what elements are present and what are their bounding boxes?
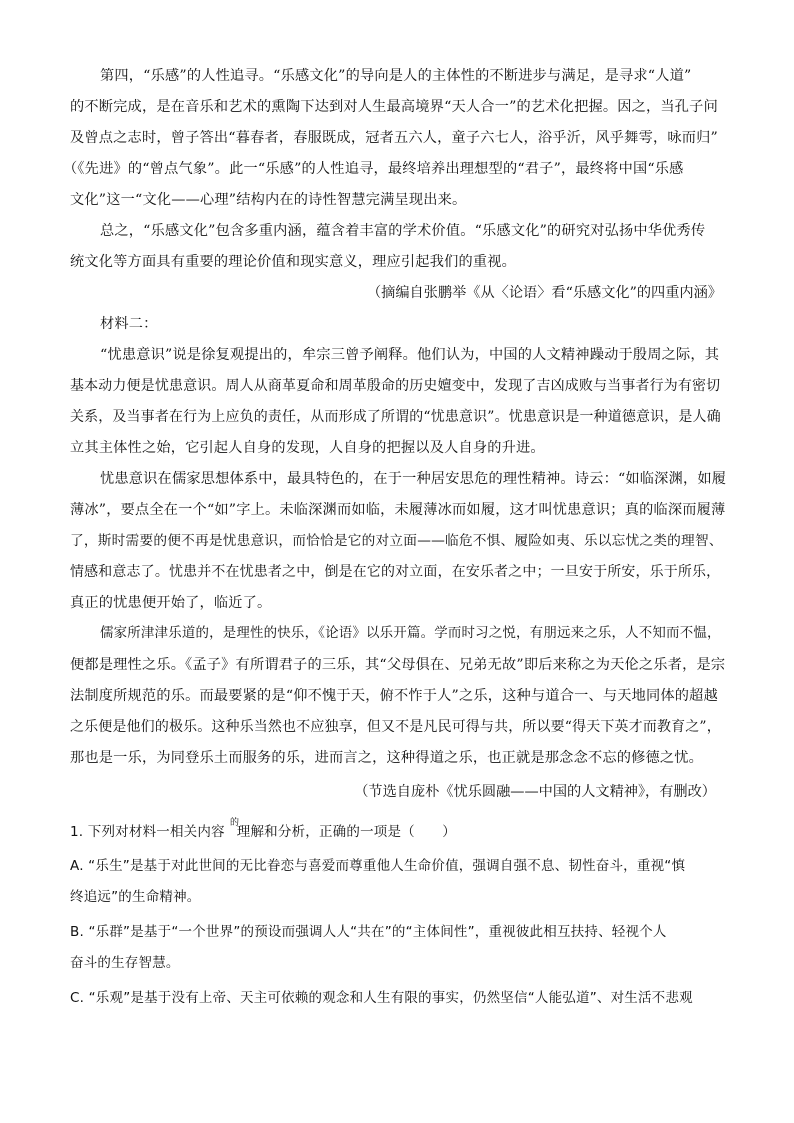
m2-p3-line-5: 那也是一乐，为同登乐土而服务的乐，进而言之，这种得道之乐，也正就是那念念不忘的修德之忧。	[70, 750, 704, 766]
option-b-line-2: 奋斗的生存智慧。	[70, 955, 180, 971]
m2-p2-line-1: 忧患意识在儒家思想体系中，最具特色的，在于一种居安思危的理性精神。诗云：“如临深渊，如履	[100, 471, 727, 487]
m2-p1-line-4: 立其主体性之始，它引起人自身的发现，人自身的把握以及人自身的升进。	[70, 440, 545, 456]
p2-line-2: 统文化等方面具有重要的理论价值和现实意义，理应引起我们的重视。	[70, 254, 517, 270]
source-citation-1: （摘编自张鹏举《从〈论语〉看“乐感文化”的四重内涵》	[366, 285, 722, 301]
p1-line-3: 及曾点之志时，曾子答出“暮春者，春服既成，冠者五六人，童子六七人，浴乎沂，风乎舞雩，咏而归”	[70, 130, 718, 146]
m2-p2-line-4: 情感和意志了。忧患并不在忧患者之中，倒是在它的对立面，在安乐者之中；一旦安于所安，乐于所乐，	[70, 564, 721, 580]
question-stem-part-a: 1. 下列对材料一相关内容	[70, 824, 225, 840]
m2-p1-line-3: 关系，及当事者在行为上应负的责任，从而形成了所谓的“忧患意识”。忧患意识是一种道德意识，是人确	[70, 409, 721, 425]
option-b-line-1[interactable]: B. “乐群”是基于“一个世界”的预设而强调人人“共在”的“主体间性”，重视彼此相互扶持、轻视个人	[70, 924, 667, 940]
p2-line-1: 总之，“乐感文化”包含多重内涵，蕴含着丰富的学术价值。“乐感文化”的研究对弘扬中华优秀传	[100, 223, 706, 239]
p1-line-4: （《先进》的“曾点气象”。此一“乐感”的人性追寻，最终培养出理想型的“君子”，最终将中国“乐感	[63, 161, 684, 177]
option-c-line-1[interactable]: C. “乐观”是基于没有上帝、天主可依赖的观念和人生有限的事实，仍然坚信“人能弘道”、对生活不悲观	[70, 990, 693, 1006]
m2-p2-line-3: 了，斯时需要的便不再是忧患意识，而恰恰是它的对立面——临危不惧、履险如夷、乐以忘忧之类的理智、	[70, 533, 723, 549]
question-stem-part-b: 理解和分析，正确的一项是（ ）	[236, 824, 456, 840]
m2-p3-line-3: 法制度所规范的乐。而最要紧的是“仰不愧于天，俯不怍于人”之乐，这种与道合一、与天地同体的超越	[70, 688, 718, 704]
p1-line-2: 的不断完成，是在音乐和艺术的熏陶下达到对人生最高境界“天人合一”的艺术化把握。因之，当孔子问	[70, 99, 718, 115]
material-2-heading: 材料二：	[100, 316, 158, 332]
p1-line-5: 文化”这一“文化——心理”结构内在的诗性智慧完满呈现出来。	[70, 192, 467, 208]
m2-p3-line-2: 便都是理性之乐。《孟子》有所谓君子的三乐，其“父母俱在、兄弟无故”即后来称之为天伦之乐者，是宗	[70, 657, 726, 673]
option-a-line-2: 终追远”的生命精神。	[70, 889, 201, 905]
source-citation-2: （节选自庞朴《忧乐圆融——中国的人文精神》，有删改）	[354, 784, 716, 800]
m2-p1-line-2: 基本动力便是忧患意识。周人从商革夏命和周革殷命的历史嬗变中，发现了吉凶成败与当事者行为有密切	[70, 378, 721, 394]
m2-p2-line-2: 薄冰”，要点全在一个“如”字上。未临深渊而如临，未履薄冰而如履，这才叫忧患意识；真的临深而履薄	[70, 502, 726, 518]
question-1-stem	[70, 822, 456, 842]
option-a-line-1[interactable]: A. “乐生”是基于对此世间的无比眷恋与喜爱而尊重他人生命价值，强调自强不息、韧性奋斗，重视“慎	[70, 858, 686, 874]
m2-p3-line-1: 儒家所津津乐道的，是理性的快乐，《论语》以乐开篇。学而时习之悦，有朋远来之乐，人不知而不愠，	[100, 626, 721, 641]
m2-p2-line-5: 真正的忧患便开始了，临近了。	[70, 595, 272, 611]
p1-line-1: 第四，“乐感”的人性追寻。“乐感文化”的导向是人的主体性的不断进步与满足，是寻求“人道”	[100, 68, 692, 84]
question-stem-superscript: 的	[230, 818, 240, 828]
m2-p1-line-1: “忧患意识”说是徐复观提出的，牟宗三曾予阐释。他们认为，中国的人文精神躁动于殷周之际，其	[100, 347, 720, 363]
m2-p3-line-4: 之乐便是他们的极乐。这种乐当然也不应独享，但又不是凡民可得与共，所以要“得天下英才而教育之”，	[70, 719, 721, 735]
